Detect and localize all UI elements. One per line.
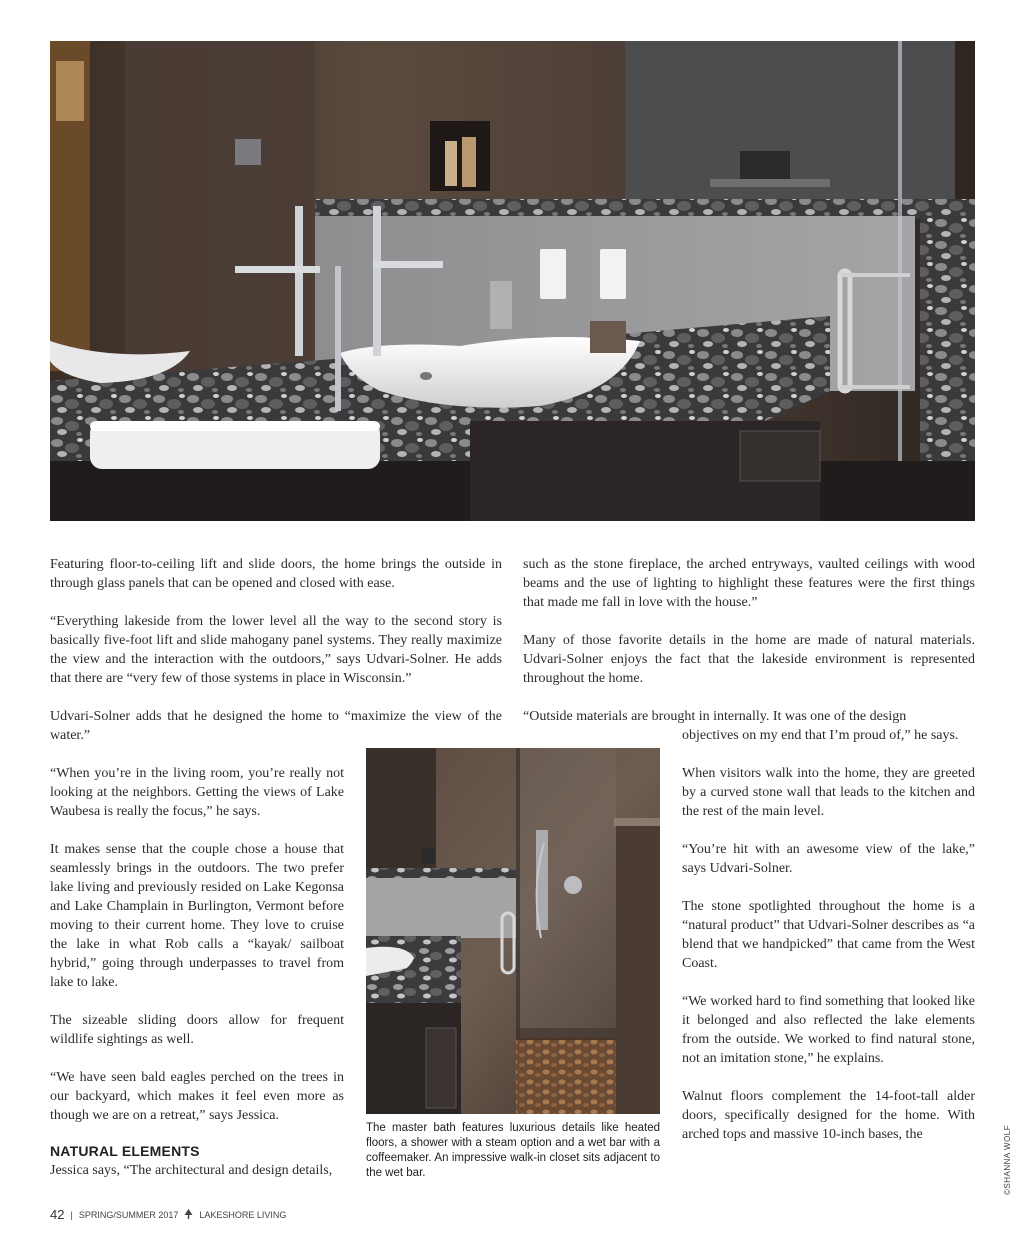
bathroom-vanity-photo <box>50 41 975 521</box>
page-footer <box>50 1207 286 1222</box>
shower-photo <box>366 748 660 1114</box>
publication-name: LAKESHORE LIVING <box>199 1209 287 1220</box>
paragraph: “You’re hit with an awesome view of the lake,” says Udvari-Solner. <box>682 842 975 876</box>
paragraph: It makes sense that the couple chose a house that seamlessly brings in the outdoors. The two prefer lake living and previously resided on Lake Kegonsa and Lake Champlain in Burlington, Vermont before moving to their current home. They love to cruise the lake in what Rob calls a “kayak/ sailboat hybrid,” going through underpasses to travel from lake to lake. <box>50 842 344 990</box>
paragraph: The stone spotlighted throughout the home is a “natural product” that Udvari-Solner describes as “a blend that we handpicked” that came from the West Coast. <box>682 899 975 971</box>
page-number: 42 <box>50 1207 65 1222</box>
paragraph: such as the stone fireplace, the arched entryways, vaulted ceilings with wood beams and the use of lighting to highlight these features were the first things that made me fall in love with the house.” <box>523 557 975 610</box>
paragraph: “Everything lakeside from the lower level all the way to the second story is basically five-foot lift and slide mahogany panel systems. They really maximize the view and the interaction with the outdoors,” says Udvari-Solner. He adds that there are “very few of those systems in place in Wisconsin.” <box>50 614 502 686</box>
section-heading: NATURAL ELEMENTS <box>50 1143 200 1159</box>
photo-credit: ©SHANNA WOLF <box>1003 1124 1012 1195</box>
paragraph: The sizeable sliding doors allow for frequent wildlife sightings as well. <box>50 1013 344 1047</box>
paragraph: Walnut floors complement the 14-foot-tall alder doors, specifically designed for the home. With arched tops and massive 10-inch bases, the <box>682 1089 975 1142</box>
paragraph: When visitors walk into the home, they are greeted by a curved stone wall that leads to the kitchen and the rest of the main level. <box>682 766 975 819</box>
paragraph: Many of those favorite details in the home are made of natural materials. Udvari-Solner enjoys the fact that the lakeside environment is represented throughout the home. <box>523 633 975 686</box>
issue-label: SPRING/SUMMER 2017 <box>78 1209 179 1220</box>
paragraph: objectives on my end that I’m proud of,” he says. <box>682 728 959 743</box>
paragraph: “Outside materials are brought in internally. It was one of the design <box>523 709 907 724</box>
body-column-right-top <box>523 555 975 726</box>
footer-separator: | <box>70 1209 73 1220</box>
tree-logo-icon <box>184 1209 193 1221</box>
paragraph: “When you’re in the living room, you’re really not looking at the neighbors. Getting the views of Lake Waubesa is really the focus,” he says. <box>50 766 344 819</box>
body-column-left-narrow <box>50 764 344 1125</box>
section-lead-paragraph: Jessica says, “The architectural and design details, <box>50 1163 333 1178</box>
paragraph: “We have seen bald eagles perched on the trees in our backyard, which makes it feel even more as though we are on a retreat,” says Jessica. <box>50 1070 344 1123</box>
body-column-right-narrow <box>682 726 975 1144</box>
paragraph: Featuring floor-to-ceiling lift and slide doors, the home brings the outside in through glass panels that can be opened and closed with ease. <box>50 557 502 591</box>
section-natural-elements <box>50 1142 344 1180</box>
paragraph: Udvari-Solner adds that he designed the home to “maximize the view of the water.” <box>50 709 502 743</box>
paragraph: “We worked hard to find something that looked like it belonged and also reflected the lake elements from the outside. We worked to find natural stone, not an imitation stone,” he explains. <box>682 994 975 1066</box>
body-column-left-top <box>50 555 502 745</box>
photo-caption: The master bath features luxurious details like heated floors, a shower with a steam option and a wet bar with a coffeemaker. An impressive walk-in closet sits adjacent to the wet bar. <box>366 1122 660 1179</box>
